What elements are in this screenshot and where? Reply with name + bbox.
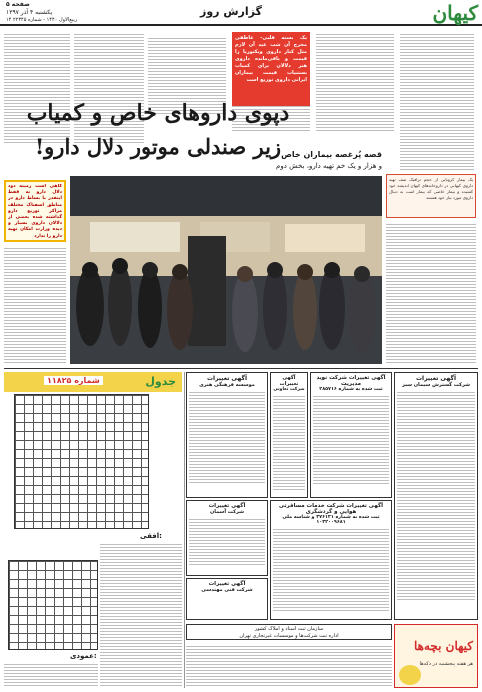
across-clues bbox=[100, 542, 182, 688]
divider bbox=[4, 368, 478, 369]
ad-box-wide bbox=[270, 500, 392, 620]
side-quote-box bbox=[4, 180, 66, 242]
article-column-right bbox=[400, 32, 474, 172]
ad-body: موسسه فرهنگی هنری bbox=[199, 382, 255, 388]
kids-ad-title: کیهان بچه‌ها bbox=[413, 639, 473, 653]
ad-title: آگهی تغییرات شرکت نوید مدیریت bbox=[316, 375, 386, 387]
ad-text bbox=[186, 644, 392, 688]
date-persian: یکشنبه ۴ آذر ۱۳۹۷ bbox=[6, 9, 53, 16]
crossword-grid-2[interactable] bbox=[8, 560, 98, 650]
kids-ad-illustration bbox=[399, 665, 421, 685]
ad-text bbox=[189, 390, 265, 484]
ad-text bbox=[189, 517, 265, 565]
ad-text bbox=[273, 394, 305, 490]
photo-caption: یک بیمار کرونایی از حجم ترافیک صف تهیه داروی کیهانی در داروخانه‌های کیهان اندیشه خود کشیده و بیمار خاصی که بیمار است به دنبال داروی مورد نیاز خود هستند bbox=[389, 177, 473, 200]
down-clues bbox=[4, 662, 98, 688]
crossword-grid[interactable] bbox=[14, 394, 149, 529]
ad-title: آگهی تغییرات bbox=[279, 375, 299, 387]
puzzle-number: شماره ۱۱۸۲۵ bbox=[44, 376, 103, 385]
ad-body: شرکت تعاونی bbox=[273, 387, 305, 392]
ad-body: ثبت شده به شماره ۲۸۵۷۱۶ bbox=[319, 387, 383, 392]
ad-box bbox=[186, 578, 268, 620]
ad-title: آگهی تغییرات bbox=[208, 581, 246, 587]
kicker-line2: و هزار و یک خم تهیه دارو، بخش دوم bbox=[276, 162, 382, 170]
article-column-left bbox=[4, 246, 66, 364]
section-title: گزارش روز bbox=[200, 5, 262, 18]
article-column bbox=[316, 32, 394, 132]
ad-box bbox=[310, 372, 392, 498]
ad-title: آگهی تغییرات bbox=[208, 503, 246, 509]
pharmacy-photo bbox=[70, 176, 382, 364]
ad-text bbox=[397, 390, 475, 600]
puzzle-header bbox=[4, 372, 182, 392]
ad-title: آگهی تغییرات bbox=[415, 375, 457, 382]
column-rule bbox=[184, 372, 185, 688]
date-other: ۱۴ ربیع‌الاول ۱۴۴۰ - شماره ۲۲۳۴۵ bbox=[6, 17, 78, 23]
quote-box bbox=[232, 32, 310, 106]
ad-text bbox=[273, 527, 389, 613]
article-column-right bbox=[386, 222, 476, 364]
ad-body: ثبت شده به شماره ۳۷۶۱۴۱ و شناسه ملی ۱۰۳۲۰۰۹۶۸۱ bbox=[282, 515, 380, 525]
headline-line1: دپوی داروهای خاص و کمیاب bbox=[26, 100, 290, 126]
ad-box bbox=[186, 372, 268, 498]
kids-magazine-ad bbox=[394, 624, 478, 688]
ad-body: شرکت گسترش سیمان سبز bbox=[401, 382, 471, 388]
ad-box bbox=[186, 500, 268, 576]
ad-title: آگهی تغییرات شرکت خدمات مسافرتی هوایی و گردشگری bbox=[278, 503, 384, 515]
masthead bbox=[0, 0, 482, 26]
ad-text bbox=[313, 394, 389, 486]
page-number: صفحه ۵ bbox=[6, 1, 30, 8]
photo-caption-box bbox=[386, 174, 476, 218]
kicker-line1: قصه پُرغصه بیماران خاص bbox=[281, 150, 382, 159]
ad-box bbox=[394, 372, 478, 620]
ad-body: شرکت آسمان bbox=[209, 509, 245, 515]
ad-body: شرکت فنی مهندسی bbox=[201, 587, 253, 593]
photo-illustration bbox=[70, 176, 382, 364]
kids-ad-sub: هر هفته پنجشنبه در دکه‌ها bbox=[419, 661, 473, 667]
ad-box bbox=[270, 372, 308, 498]
puzzle-title: جدول bbox=[145, 375, 176, 388]
quote-text: یک بسته قلبی- عاطفی مخرج آن شب عید آن لازم مثل کنار داروی ویکتوریا را قیمت و باقی‌مانده داروی هنر دلالان برای کمیاب بستنیاب قیمت بیماران ایرانی داروی توزیع است bbox=[235, 35, 307, 83]
ad-title: آگهی تغییرات bbox=[206, 375, 248, 382]
headline-line2: زیر صندلی موتور دلال دارو! bbox=[34, 134, 282, 159]
side-quote-text: گاهی است زمینه دود دلال دارو نه فقط اینقدر با بساط دارو در مناطق اسفناک مختلف مراکز توزیع دارو گذاشته شده بعضی از دلالان داروی بسیار و دیده وزارت امکان تهیه دارو را ندارد bbox=[8, 184, 62, 239]
logo: کیهان bbox=[432, 1, 478, 25]
down-label: عمودی: bbox=[70, 652, 97, 660]
across-label: افقی: bbox=[140, 532, 162, 540]
article-column bbox=[74, 32, 144, 144]
registry-footer: سازمان ثبت اسناد و املاک کشور اداره ثبت شرکت‌ها و موسسات غیرتجاری تهران bbox=[186, 624, 392, 640]
article-column-left bbox=[4, 32, 70, 144]
